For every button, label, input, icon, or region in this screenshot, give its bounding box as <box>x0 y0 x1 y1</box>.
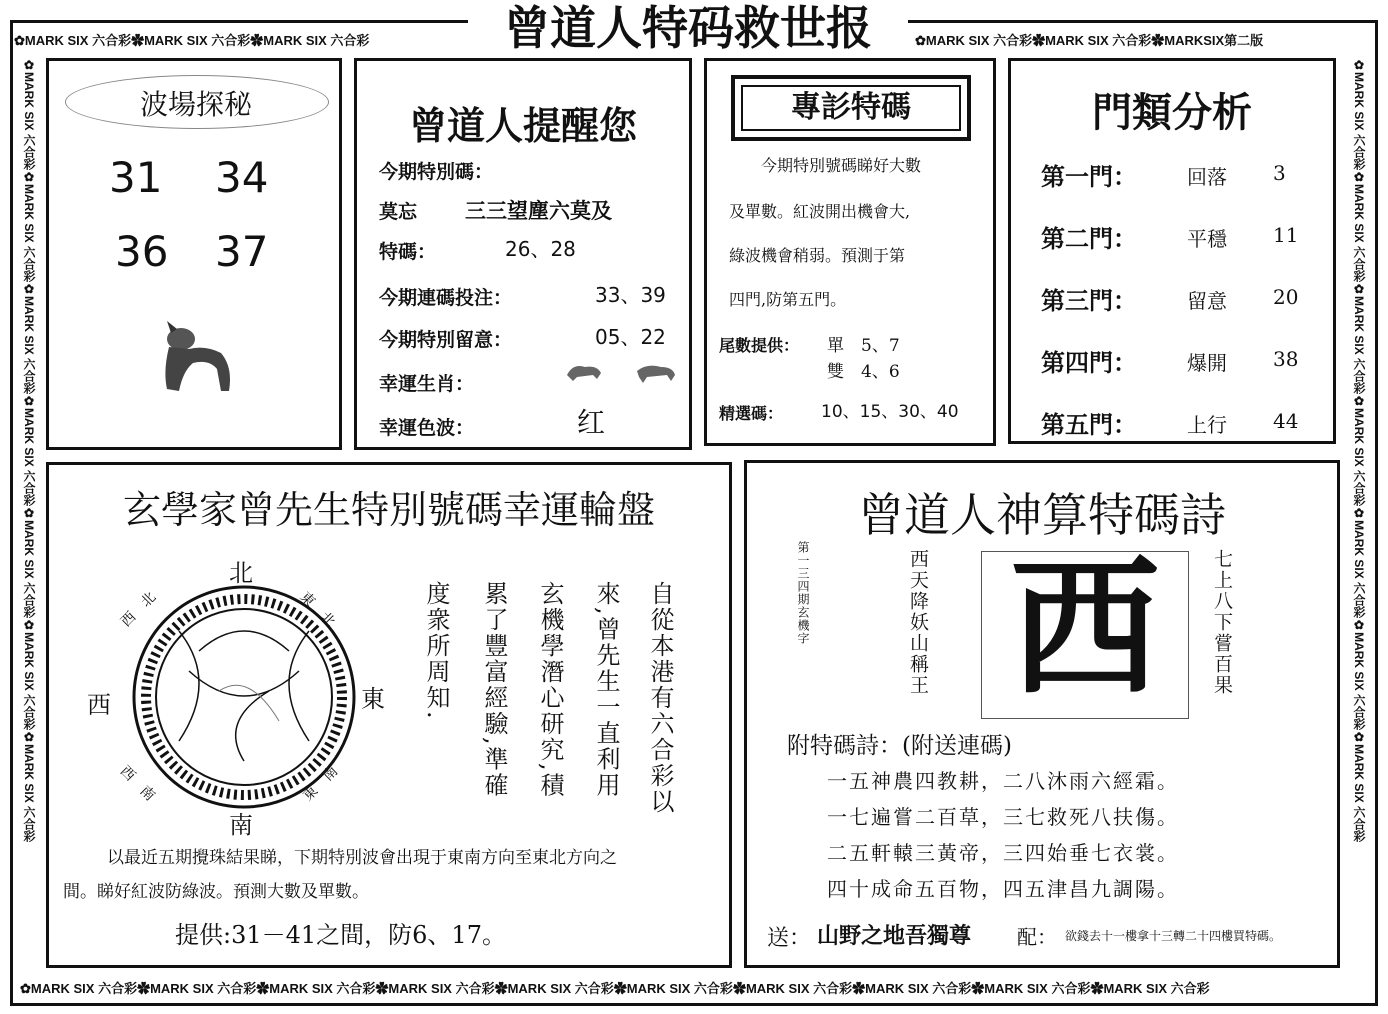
gate-label: 第一門： <box>1041 162 1137 191</box>
poem-box <box>744 460 1340 968</box>
poem-line-3: 二五軒轅三黃帝，三四始垂七衣裳。 <box>827 841 1179 865</box>
verse-col-2: 七上八下嘗百果 <box>1211 549 1233 696</box>
send-value: 山野之地吾獨尊 <box>817 923 972 949</box>
top-left-strip: ✿MARK SIX 六合彩✿MARK SIX 六合彩✿MARK SIX 六合彩 <box>14 33 370 48</box>
number-4: 37 <box>215 227 269 276</box>
gate-label: 第二門： <box>1041 224 1137 253</box>
intro-col-1: 自從本港有六合彩以 <box>646 581 674 815</box>
dir-northwest: 西 北 <box>118 589 160 631</box>
special-code-title: 專䚲特碼 <box>741 85 961 131</box>
verse-col-1: 西天降妖山稱王 <box>907 549 929 696</box>
match-value: 欲錢去十一樓拿十三轉二十四樓買特碼。 <box>1065 929 1282 943</box>
picks-value: 10、15、30、40 <box>821 402 959 422</box>
linked-value: 33、39 <box>595 283 666 307</box>
gate-number: 3 <box>1273 161 1286 185</box>
title-frame <box>731 75 971 141</box>
match-label: 配： <box>1017 925 1057 949</box>
tail-double: 雙 4、6 <box>827 362 900 382</box>
gate-number: 20 <box>1273 285 1299 309</box>
gate-word: 上行 <box>1187 413 1227 437</box>
forecast-line-1: 以最近五期攪珠結果睇，下期特別波會出現于東南方向至東北方向之 <box>107 848 617 868</box>
page-title: 曾道人特码救世报 <box>468 2 908 54</box>
period-col: 第一三四期玄機字 <box>796 541 810 645</box>
tail-label: 尾數提供： <box>719 336 800 355</box>
para-line-2: 及單數。紅波開出機會大, <box>729 202 911 221</box>
wheel-title: 玄學家曾先生特別號碼幸運輪盤 <box>122 488 655 532</box>
right-strip: ✿MARK SIX 六合彩✿MARK SIX 六合彩✿MARK SIX 六合彩✿MARK SIX 六合彩✿MARK SIX 六合彩✿MARK SIX 六合彩✿MARK SIX 六合彩 <box>1352 58 1366 843</box>
wave-secret-box <box>46 58 342 450</box>
forecast-line-2: 間。睇好紅波防綠波。預測大數及單數。 <box>63 882 369 902</box>
linked-label: 今期連碼投注： <box>379 287 513 309</box>
remember-value: 三三望塵六莫及 <box>465 198 612 223</box>
number-1: 31 <box>109 153 163 202</box>
wheel-box <box>46 462 732 968</box>
para-line-3: 綠波機會稍弱。預測于第 <box>729 246 906 265</box>
bottom-strip: ✿MARK SIX 六合彩✿MARK SIX 六合彩✿MARK SIX 六合彩✿MARK SIX 六合彩✿MARK SIX 六合彩✿MARK SIX 六合彩✿MARK SIX 六合彩✿MARK SIX 六合彩✿MARK SIX 六合彩✿MARK SIX 六合彩 <box>20 981 1210 996</box>
attention-value: 05、22 <box>595 325 666 349</box>
dir-east: 東 <box>361 685 385 713</box>
reminder-title: 曾道人提醒您 <box>408 103 637 148</box>
big-char: 西 <box>1009 540 1160 716</box>
poem-line-1: 一五神農四教耕，二八沐雨六經霜。 <box>827 769 1179 793</box>
send-label: 送： <box>767 926 812 951</box>
lucky-color-value: 红 <box>577 406 606 439</box>
number-2: 34 <box>215 153 269 202</box>
left-strip: ✿MARK SIX 六合彩✿MARK SIX 六合彩✿MARK SIX 六合彩✿MARK SIX 六合彩✿MARK SIX 六合彩✿MARK SIX 六合彩✿MARK SIX 六合彩 <box>22 58 36 843</box>
intro-col-5: 度衆所周知. <box>422 581 450 721</box>
gate-label: 第五門： <box>1041 410 1137 439</box>
poem-box-title: 曾道人神算特碼詩 <box>858 488 1226 542</box>
gate-word: 回落 <box>1187 165 1227 189</box>
gate-number: 38 <box>1273 347 1299 371</box>
gate-number: 44 <box>1273 409 1299 433</box>
lucky-zodiac-label: 幸運生肖： <box>379 373 475 395</box>
intro-col-4: 累了豐富經驗,準確 <box>480 581 508 799</box>
dir-northeast: 東 北 <box>296 589 338 631</box>
poem-line-4: 四十成命五百物，四五津昌九調陽。 <box>827 877 1179 901</box>
poem-line-2: 一七遍嘗二百草，三七救死八扶傷。 <box>827 805 1179 829</box>
special-code-box <box>704 58 996 446</box>
gate-word: 爆開 <box>1187 351 1227 375</box>
gate-label: 第三門： <box>1041 286 1137 315</box>
dir-south: 南 <box>229 811 253 839</box>
special-code-value: 26、28 <box>505 237 576 261</box>
tail-single: 單 5、7 <box>827 336 900 356</box>
dog-icon <box>149 311 239 401</box>
top-right-strip: ✿MARK SIX 六合彩✿MARK SIX 六合彩✿MARKSIX第二版 <box>915 33 1264 48</box>
gate-number: 11 <box>1273 223 1299 247</box>
poem-subtitle: 附特碼詩：(附送連碼) <box>787 733 1012 759</box>
dir-southwest: 西 南 <box>116 763 158 805</box>
gate-analysis-title: 門類分析 <box>1092 89 1252 136</box>
special-code-label: 特碼： <box>379 241 437 263</box>
picks-label: 精選碼： <box>719 404 784 423</box>
reminder-box <box>354 58 692 450</box>
special-label: 今期特別碼： <box>379 161 494 183</box>
lucky-color-label: 幸運色波： <box>379 417 475 439</box>
remember-label: 莫忘 <box>379 201 418 223</box>
gate-word: 留意 <box>1187 289 1227 313</box>
gate-word: 平穩 <box>1187 227 1227 251</box>
dir-west: 西 <box>87 691 111 719</box>
para-line-1: 今期特別號碼睇好大數 <box>761 156 922 175</box>
intro-col-2: 來,曾先生一直利用 <box>592 581 620 799</box>
zodiac-animals-icon <box>563 355 683 385</box>
dir-north: 北 <box>229 559 253 587</box>
gate-label: 第四門： <box>1041 348 1137 377</box>
lucky-wheel-diagram <box>119 571 379 821</box>
wave-secret-title: 波場探秘 <box>139 88 252 121</box>
attention-label: 今期特別留意： <box>379 329 513 351</box>
gate-analysis-box <box>1008 58 1336 444</box>
number-3: 36 <box>115 227 169 276</box>
intro-col-3: 玄機學潛心研究,積 <box>536 581 564 799</box>
para-line-4: 四門,防第五門。 <box>729 290 847 309</box>
dir-southeast: 東 南 <box>300 763 342 805</box>
provide-line: 提供:31－41之間，防6、17。 <box>175 921 506 949</box>
